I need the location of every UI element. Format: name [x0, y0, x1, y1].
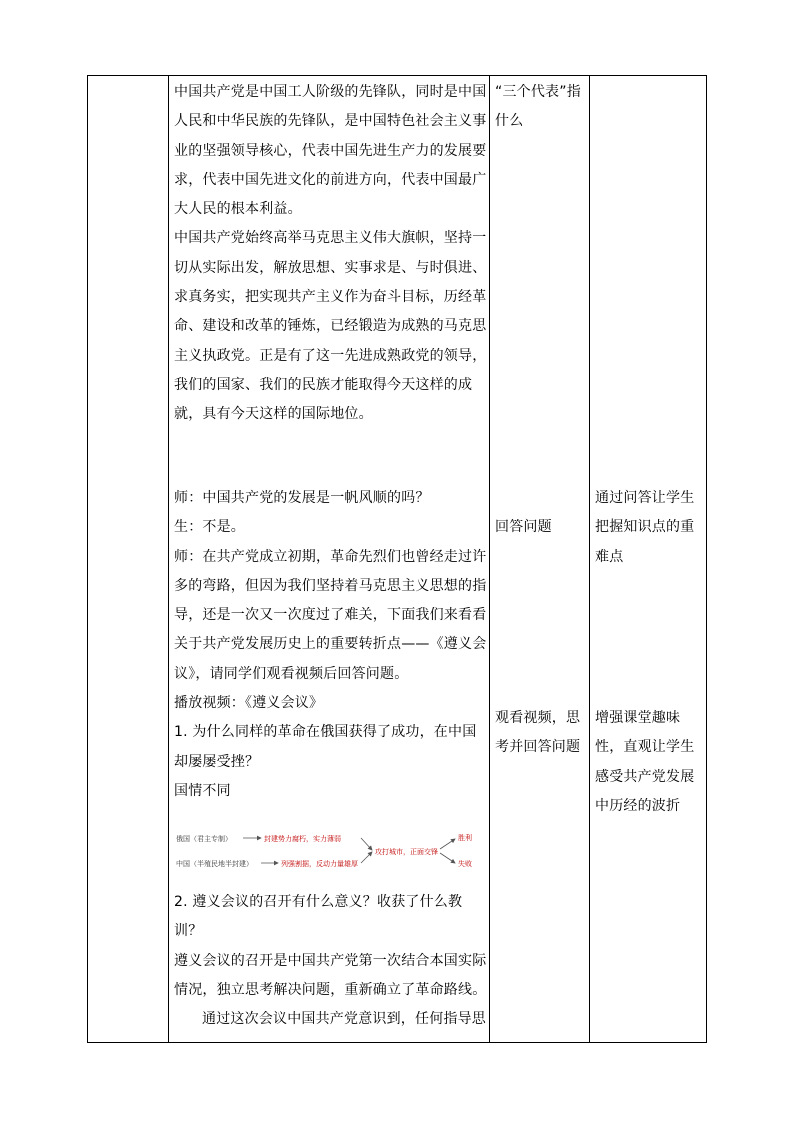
label-china-condition: 列强割据，反动力量雄厚 — [281, 860, 358, 868]
intent-item-1: 通过问答让学生把握知识点的重难点 — [595, 490, 695, 565]
comparison-diagram — [174, 828, 490, 876]
activity-item-3: 观看视频，思考并回答问题 — [495, 710, 581, 756]
content-block-1 — [174, 78, 490, 430]
label-russia: 俄国（君主专制） — [176, 835, 232, 843]
dialogue-line: 生：不是。 — [174, 519, 245, 536]
video-line: 播放视频：《遵义会议》 — [174, 695, 324, 712]
question-2: 2. 遵义会议的召开有什么意义？收获了什么教训？ — [174, 894, 463, 940]
intent-item-2: 增强课堂趣味性，直观让学生感受共产党发展中历经的波折 — [595, 710, 695, 814]
label-fail: 失败 — [458, 860, 472, 868]
label-russia-condition: 封建势力腐朽，实力薄弱 — [264, 835, 341, 843]
column-divider — [589, 76, 590, 1042]
activity-item-1: “三个代表”指什么 — [495, 84, 581, 130]
label-strategy: 攻打城市，正面交锋 — [375, 848, 438, 856]
question-1: 1. 为什么同样的革命在俄国获得了成功，在中国却屡屡受挫？ — [174, 724, 477, 770]
label-win: 胜利 — [458, 834, 472, 842]
answer-1: 国情不同 — [174, 782, 231, 799]
activity-item-2: 回答问题 — [495, 519, 552, 535]
lesson-table — [87, 75, 707, 1043]
answer-2: 遵义会议的召开是中国共产党第一次结合本国实际情况，独立思考解决问题，重新确立了革命路线。 — [174, 952, 487, 998]
paragraph: 中国共产党是中国工人阶级的先锋队，同时是中国人民和中华民族的先锋队，是中国特色社会主义事业的坚强领导核心，代表中国先进生产力的发展要求，代表中国先进文化的前进方向，代表中国最广大人民的根本利益。 — [174, 84, 487, 218]
column-divider — [168, 76, 169, 1042]
dialogue-line: 师：在共产党成立初期，革命先烈们也曾经走过许多的弯路，但因为我们坚持着马克思主义思想的指导，还是一次又一次度过了难关，下面我们来看看关于共产党发展历史上的重要转折点——《遵义会议》，请同学们观看视频后回答问题。 — [174, 548, 487, 682]
dialogue-line: 师：中国共产党的发展是一帆风顺的吗？ — [174, 490, 430, 506]
paragraph-lesson: 通过这次会议中国共产党意识到，任何指导思 — [202, 1011, 486, 1028]
content-block-3 — [174, 888, 490, 1034]
content-block-2 — [174, 484, 490, 806]
label-china: 中国（半殖民地半封建） — [176, 860, 253, 868]
paragraph: 中国共产党始终高举马克思主义伟大旗帜，坚持一切从实际出发，解放思想、实事求是、与时俱进、求真务实，把实现共产主义作为奋斗目标，历经革命、建设和改革的锤炼，已经锻造为成熟的马克思主义执政党。正是有了这一先进成熟政党的领导，我们的国家、我们的民族才能取得今天这样的成就，具有今天这样的国际地位。 — [174, 230, 487, 423]
